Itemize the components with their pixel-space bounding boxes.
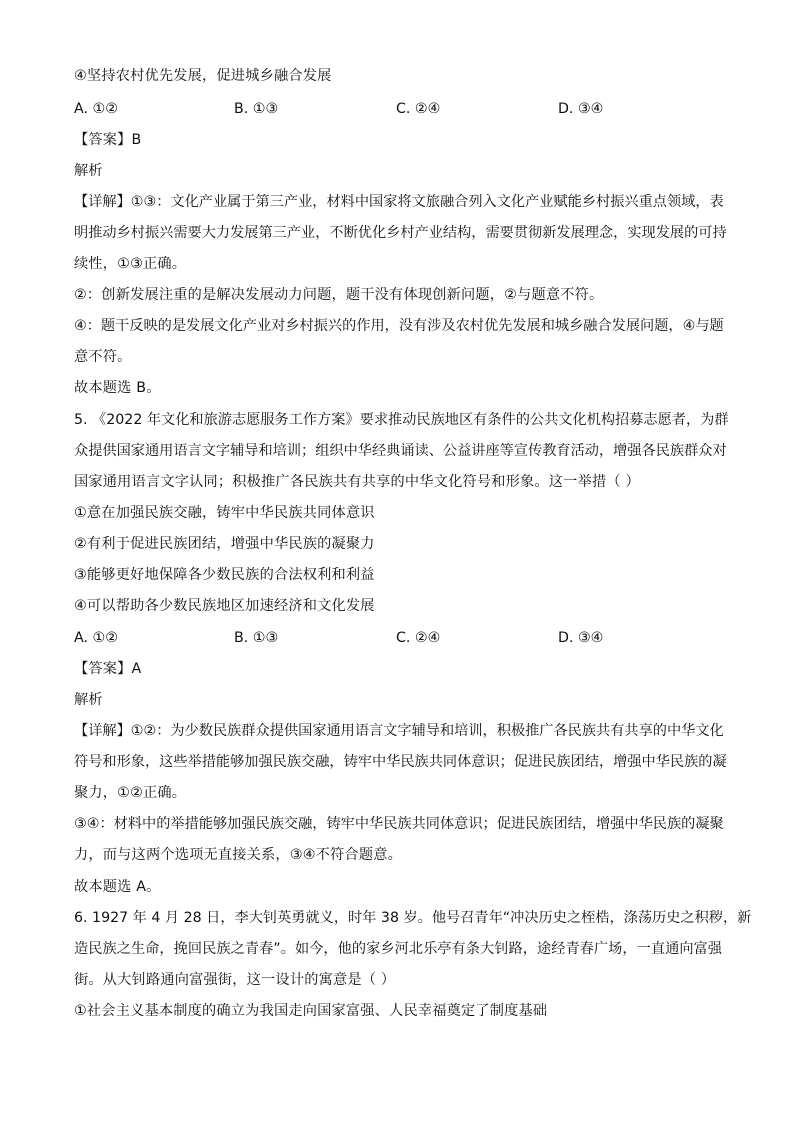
q4-detail-line: 明推动乡村振兴需要大力发展第三产业，不断优化乡村产业结构，需要贯彻新发展理念，实现发展的可持	[74, 225, 727, 241]
q5-choice-d: D. ③④	[558, 630, 604, 646]
q4-choices	[74, 99, 722, 119]
q5-detail-line: 力，而与这两个选项无直接关系，③④不符合题意。	[74, 847, 402, 863]
q4-choice-d: D. ③④	[558, 101, 604, 117]
q4-detail-line: ④：题干反映的是发展文化产业对乡村振兴的作用，没有涉及农村优先发展和城乡融合发展问题，④与题	[74, 318, 724, 334]
q4-detail-line: 【详解】①③：文化产业属于第三产业，材料中国家将文旅融合列入文化产业赋能乡村振兴重点领域，表	[74, 194, 724, 210]
q4-answer: 【答案】B	[74, 132, 142, 148]
q5-conclusion: 故本题选 A。	[74, 879, 161, 895]
q5-stem-line: 5. 《2022 年文化和旅游志愿服务工作方案》要求推动民族地区有条件的公共文化机构招募志愿者，为群	[74, 412, 729, 428]
q4-choice-a: A. ①②	[74, 101, 118, 117]
q5-choice-a: A. ①②	[74, 630, 118, 646]
q5-detail-line: ③④：材料中的举措能够加强民族交融，铸牢中华民族共同体意识；促进民族团结，增强中华民族的凝聚	[74, 816, 724, 832]
q4-detail-line: 续性，①③正确。	[74, 256, 187, 272]
q5-detail-line: 聚力，①②正确。	[74, 785, 187, 801]
q4-detail-line: ②：创新发展注重的是解决发展动力问题，题干没有体现创新问题，②与题意不符。	[74, 287, 604, 303]
q4-detail-line: 意不符。	[74, 349, 132, 365]
q6-stem-line: 造民族之生命，挽回民族之青春”。如今，他的家乡河北乐亭有条大钊路，途经青春广场，一直通向富强	[74, 941, 722, 957]
q5-statement-4: ④可以帮助各少数民族地区加速经济和文化发展	[74, 598, 375, 614]
q5-choices	[74, 628, 722, 648]
q4-statement-4: ④坚持农村优先发展，促进城乡融合发展	[74, 68, 332, 84]
q4-analysis-title: 解析	[74, 163, 103, 179]
q6-stem-line: 街。从大钊路通向富强街，这一设计的寓意是（ ）	[74, 972, 396, 988]
q5-statement-2: ②有利于促进民族团结，增强中华民族的凝聚力	[74, 536, 375, 552]
q4-conclusion: 故本题选 B。	[74, 380, 161, 396]
q5-analysis-title: 解析	[74, 692, 103, 708]
q5-stem-line: 众提供国家通用语言文字辅导和培训；组织中华经典诵读、公益讲座等宣传教育活动，增强各民族群众对	[74, 443, 727, 459]
q5-choice-c: C. ②④	[396, 630, 441, 646]
q4-choice-c: C. ②④	[396, 101, 441, 117]
q5-stem-line: 国家通用语言文字认同；积极推广各民族共有共享的中华文化符号和形象。这一举措（ ）	[74, 474, 640, 490]
q5-detail-line: 符号和形象，这些举措能够加强民族交融，铸牢中华民族共同体意识；促进民族团结，增强中华民族的凝	[74, 754, 727, 770]
q6-statement-1: ①社会主义基本制度的确立为我国走向国家富强、人民幸福奠定了制度基础	[74, 1003, 548, 1019]
q5-statement-3: ③能够更好地保障各少数民族的合法权利和利益	[74, 567, 375, 583]
q6-stem-line: 6. 1927 年 4 月 28 日，李大钊英勇就义，时年 38 岁。他号召青年“冲决历史之桎梏，涤荡历史之积秽，新	[74, 910, 752, 926]
q4-choice-b: B. ①③	[234, 101, 279, 117]
q5-choice-b: B. ①③	[234, 630, 279, 646]
q5-statement-1: ①意在加强民族交融，铸牢中华民族共同体意识	[74, 505, 375, 521]
q5-answer: 【答案】A	[74, 661, 142, 677]
q5-detail-line: 【详解】①②：为少数民族群众提供国家通用语言文字辅导和培训，积极推广各民族共有共享的中华文化	[74, 723, 724, 739]
